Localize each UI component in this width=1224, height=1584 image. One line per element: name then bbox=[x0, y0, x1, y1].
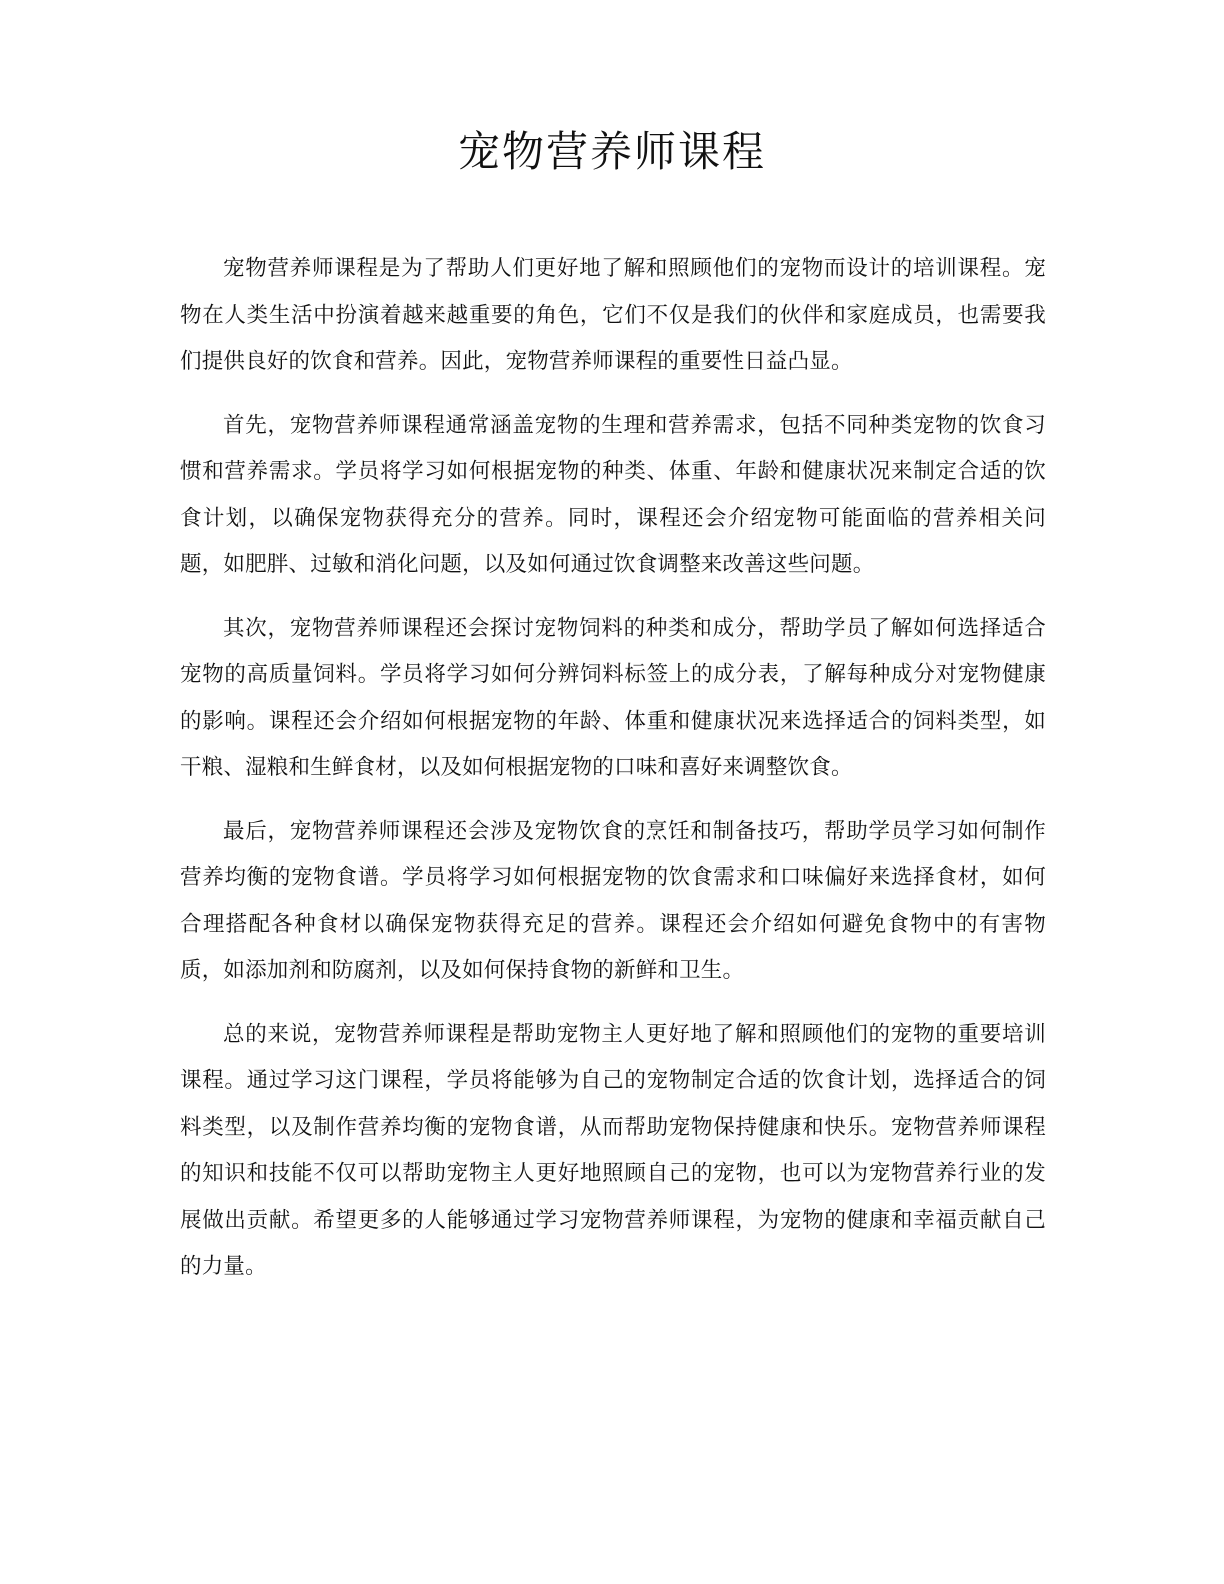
paragraph-conclusion: 总的来说，宠物营养师课程是帮助宠物主人更好地了解和照顾他们的宠物的重要培训课程。通过学习这门课程，学员将能够为自己的宠物制定合适的饮食计划，选择适合的饲料类型，以及制作营养均衡的宠物食谱，从而帮助宠物保持健康和快乐。宠物营养师课程的知识和技能不仅可以帮助宠物主人更好地照顾自己的宠物，也可以为宠物营养行业的发展做出贡献。希望更多的人能够通过学习宠物营养师课程，为宠物的健康和幸福贡献自己的力量。 bbox=[180, 1021, 1046, 1279]
paragraph-second: 其次，宠物营养师课程还会探讨宠物饲料的种类和成分，帮助学员了解如何选择适合宠物的高质量饲料。学员将学习如何分辨饲料标签上的成分表，了解每种成分对宠物健康的影响。课程还会介绍如何根据宠物的年龄、体重和健康状况来选择适合的饲料类型，如干粮、湿粮和生鲜食材，以及如何根据宠物的口味和喜好来调整饮食。 bbox=[180, 615, 1046, 780]
paragraph-intro: 宠物营养师课程是为了帮助人们更好地了解和照顾他们的宠物而设计的培训课程。宠物在人类生活中扮演着越来越重要的角色，它们不仅是我们的伙伴和家庭成员，也需要我们提供良好的饮食和营养。因此，宠物营养师课程的重要性日益凸显。 bbox=[180, 256, 1046, 374]
document-title: 宠物营养师课程 bbox=[457, 127, 766, 176]
paragraph-last: 最后，宠物营养师课程还会涉及宠物饮食的烹饪和制备技巧，帮助学员学习如何制作营养均衡的宠物食谱。学员将学习如何根据宠物的饮食需求和口味偏好来选择食材，如何合理搭配各种食材以确保宠物获得充足的营养。课程还会介绍如何避免食物中的有害物质，如添加剂和防腐剂，以及如何保持食物的新鲜和卫生。 bbox=[180, 818, 1046, 983]
document-body bbox=[180, 246, 1046, 1308]
paragraph-first: 首先，宠物营养师课程通常涵盖宠物的生理和营养需求，包括不同种类宠物的饮食习惯和营养需求。学员将学习如何根据宠物的种类、体重、年龄和健康状况来制定合适的饮食计划，以确保宠物获得充分的营养。同时，课程还会介绍宠物可能面临的营养相关问题，如肥胖、过敏和消化问题，以及如何通过饮食调整来改善这些问题。 bbox=[180, 412, 1046, 577]
